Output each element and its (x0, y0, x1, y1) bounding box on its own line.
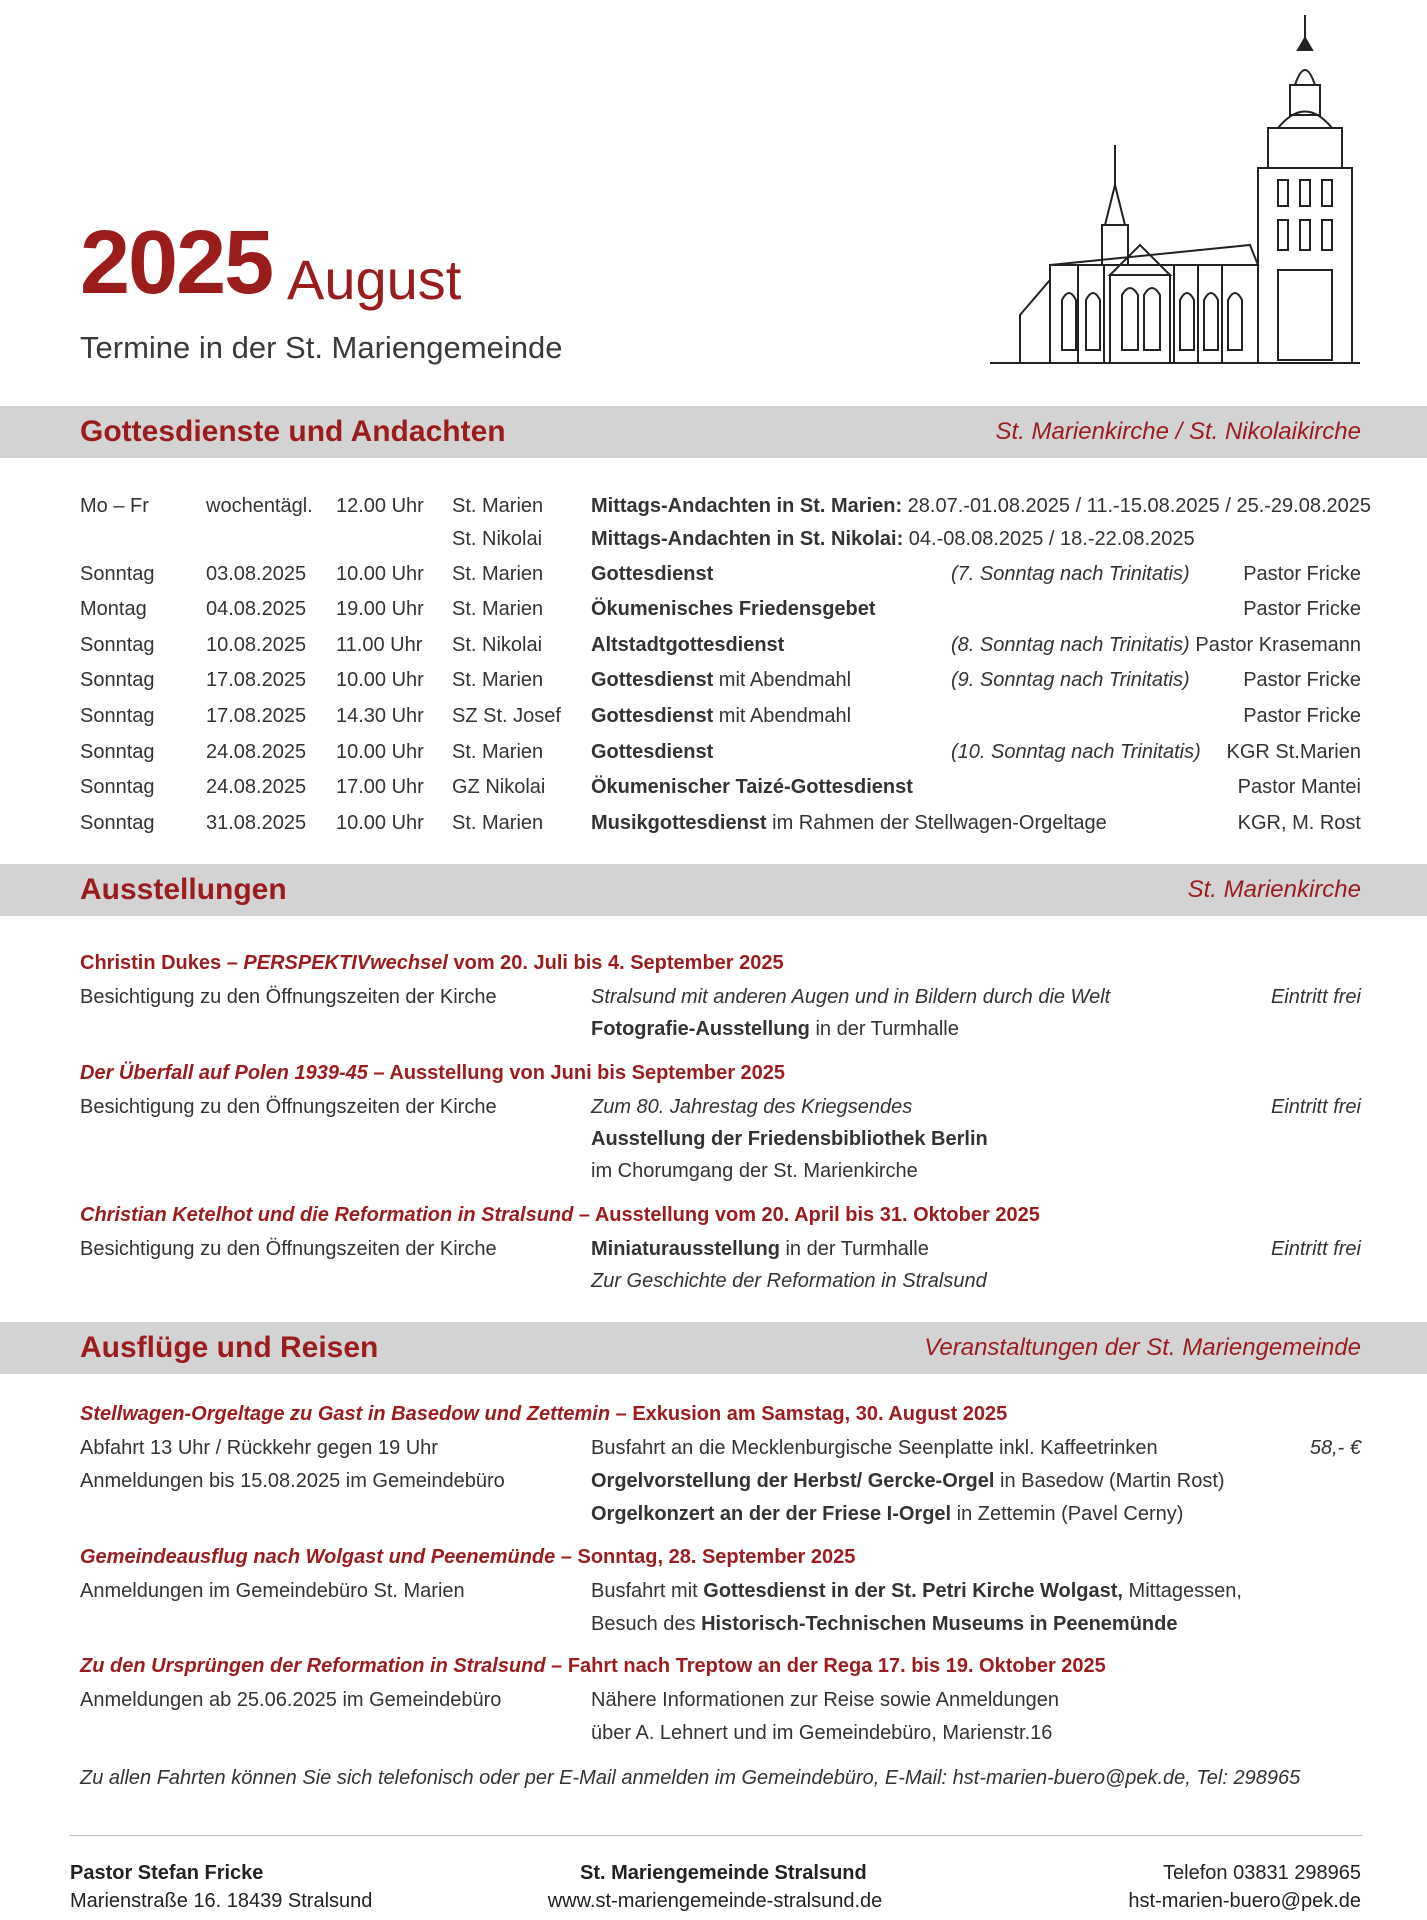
section-location-services: St. Marienkirche / St. Nikolaikirche (995, 418, 1361, 445)
service-note: (9. Sonntag nach Trinitatis) (951, 669, 1190, 691)
service-time: 14.30 Uhr (336, 705, 424, 727)
section-title-exhibitions: Ausstellungen (80, 873, 287, 906)
trip-desc: über A. Lehnert und im Gemeindebüro, Marienstr.16 (591, 1722, 1053, 1744)
service-place: St. Marien (452, 669, 544, 691)
exhibition-desc: im Chorumgang der St. Marienkirche (591, 1160, 918, 1182)
service-event-title: Mittags-Andachten in St. Nikolai: (591, 528, 904, 550)
trip-heading-part: Stellwagen-Orgeltage zu Gast in Basedow und Zettemin (80, 1403, 611, 1425)
service-date: 17.08.2025 (206, 705, 307, 727)
trip-desc-bold: Historisch-Technischen Museums in Peenemünde (701, 1613, 1178, 1635)
service-date: 03.08.2025 (206, 563, 307, 585)
exhibition-desc (591, 1017, 959, 1041)
service-event-detail: 28.07.-01.08.2025 / 11.-15.08.2025 / 25.-29.08.2025 (902, 495, 1372, 517)
service-time: 11.00 Uhr (336, 634, 423, 656)
service-officiant: KGR St.Marien (1226, 741, 1361, 763)
service-place: St. Marien (452, 598, 544, 620)
exhibition-heading-part: – Ausstellung von Juni bis September 2025 (367, 1062, 786, 1084)
header-year: 2025 (80, 213, 273, 313)
service-day: Sonntag (80, 776, 155, 798)
trip-heading-part: – Fahrt nach Treptow an der Rega 17. bis 19. Oktober 2025 (545, 1655, 1106, 1677)
trip-heading (80, 1403, 1007, 1426)
service-event (591, 704, 851, 728)
service-event-detail: 04.-08.08.2025 / 18.-22.08.2025 (903, 528, 1195, 550)
trip-desc-text: Besuch des (591, 1613, 702, 1635)
service-date: 24.08.2025 (206, 741, 307, 763)
service-day: Sonntag (80, 705, 155, 727)
trip-info: Anmeldungen im Gemeindebüro St. Marien (80, 1580, 465, 1602)
trip-desc (591, 1469, 1225, 1493)
service-event (591, 740, 713, 764)
exhibition-desc-bold: Miniaturausstellung (591, 1238, 780, 1260)
service-event-title: Gottesdienst (591, 705, 714, 727)
service-date: 17.08.2025 (206, 669, 307, 691)
service-place: St. Marien (452, 495, 544, 517)
service-event-title: Altstadtgottesdienst (591, 634, 785, 656)
service-event-title: Ökumenischer Taizé-Gottesdienst (591, 776, 913, 798)
service-day: Sonntag (80, 669, 155, 691)
footer-org: St. Mariengemeinde Stralsund (580, 1862, 867, 1884)
service-event (591, 597, 876, 621)
footer-email-link[interactable]: hst-marien-buero@pek.de (1128, 1890, 1361, 1912)
trip-desc-text: in Zettemin (Pavel Cerny) (951, 1503, 1184, 1525)
service-event-title: Musikgottesdienst (591, 812, 767, 834)
service-event (591, 527, 1195, 551)
footer-address: Marienstraße 16. 18439 Stralsund (70, 1890, 373, 1912)
footer-name: Pastor Stefan Fricke (70, 1862, 264, 1884)
trip-desc-bold: Gottesdienst in der St. Petri Kirche Wolgast, (703, 1580, 1123, 1602)
service-time: 17.00 Uhr (336, 776, 424, 798)
service-officiant: KGR, M. Rost (1237, 812, 1361, 834)
service-day: Sonntag (80, 741, 155, 763)
exhibition-desc-text: in der Turmhalle (779, 1238, 929, 1260)
trip-desc-text: in Basedow (Martin Rost) (994, 1470, 1225, 1492)
service-note: (10. Sonntag nach Trinitatis) (951, 741, 1201, 763)
section-location-exhibitions: St. Marienkirche (1187, 876, 1361, 903)
service-date: 04.08.2025 (206, 598, 307, 620)
exhibition-visiting: Besichtigung zu den Öffnungszeiten der Kirche (80, 986, 497, 1008)
service-date: 10.08.2025 (206, 634, 307, 656)
service-event (591, 811, 1107, 835)
exhibition-heading (80, 952, 784, 975)
service-officiant: Pastor Krasemann (1195, 634, 1361, 656)
service-officiant: Pastor Fricke (1243, 669, 1361, 691)
service-date: 31.08.2025 (206, 812, 307, 834)
service-event (591, 494, 1371, 518)
exhibition-heading-part: PERSPEKTIVwechsel (243, 952, 448, 974)
exhibition-heading-part: – Ausstellung vom 20. April bis 31. Oktober 2025 (573, 1204, 1040, 1226)
exhibition-desc (591, 1237, 929, 1261)
service-time: 10.00 Uhr (336, 741, 424, 763)
service-day: Mo – Fr (80, 495, 149, 517)
service-day: Sonntag (80, 634, 155, 656)
service-event (591, 633, 784, 657)
trip-desc-text: Mittagessen, (1122, 1580, 1242, 1602)
service-date: 24.08.2025 (206, 776, 307, 798)
service-time: 10.00 Uhr (336, 812, 424, 834)
exhibition-heading (80, 1204, 1040, 1227)
service-place: GZ Nikolai (452, 776, 546, 798)
exhibition-admission: Eintritt frei (1270, 986, 1361, 1008)
exhibition-heading-part: Der Überfall auf Polen 1939-45 (80, 1062, 368, 1084)
service-place: SZ St. Josef (452, 705, 561, 727)
service-event-title: Gottesdienst (591, 563, 714, 585)
trip-desc-bold: Orgelkonzert an der der Friese I-Orgel (591, 1503, 952, 1525)
exhibition-admission: Eintritt frei (1270, 1096, 1361, 1118)
trip-heading-part: – Exkusion am Samstag, 30. August 2025 (610, 1403, 1008, 1425)
exhibition-heading-part: Christin Dukes – (80, 952, 244, 974)
trip-desc: Nähere Informationen zur Reise sowie Anmeldungen (591, 1689, 1060, 1711)
exhibition-visiting: Besichtigung zu den Öffnungszeiten der Kirche (80, 1238, 497, 1260)
footer-divider (70, 1835, 1362, 1836)
trip-heading (80, 1546, 855, 1569)
church-drawing-icon (990, 10, 1360, 365)
service-place: St. Nikolai (452, 528, 543, 550)
service-event (591, 562, 713, 586)
service-officiant: Pastor Fricke (1243, 598, 1361, 620)
exhibition-admission: Eintritt frei (1270, 1238, 1361, 1260)
trip-info: Anmeldungen bis 15.08.2025 im Gemeindebüro (80, 1470, 505, 1492)
header-month: August (287, 248, 462, 311)
service-time: 10.00 Uhr (336, 669, 424, 691)
trip-heading-part: Zu den Ursprüngen der Reformation in Stralsund (80, 1655, 546, 1677)
exhibition-desc: Stralsund mit anderen Augen und in Bildern durch die Welt (591, 986, 1111, 1008)
trip-price: 58,- € (1309, 1437, 1361, 1459)
service-officiant: Pastor Mantei (1237, 776, 1361, 798)
footer-phone: Telefon 03831 298965 (1163, 1862, 1361, 1884)
exhibition-desc-bold: Fotografie-Ausstellung (591, 1018, 810, 1040)
service-place: St. Marien (452, 563, 544, 585)
trip-desc-bold: Orgelvorstellung der Herbst/ Gercke-Orgel (591, 1470, 995, 1492)
exhibition-desc-text: in der Turmhalle (809, 1018, 959, 1040)
service-event-title: Mittags-Andachten in St. Marien: (591, 495, 903, 517)
service-event-title: Gottesdienst (591, 741, 714, 763)
exhibition-heading-part: Christian Ketelhot und die Reformation in Stralsund (80, 1204, 574, 1226)
trips-registration-note: Zu allen Fahrten können Sie sich telefonisch oder per E-Mail anmelden im Gemeindebüro, E-Mail: hst-marien-buero@pek.de, Tel: 298965 (80, 1767, 1301, 1789)
exhibition-heading-part: vom 20. Juli bis 4. September 2025 (447, 952, 784, 974)
trip-desc (591, 1502, 1183, 1526)
service-event-title: Gottesdienst (591, 669, 714, 691)
trip-info: Abfahrt 13 Uhr / Rückkehr gegen 19 Uhr (80, 1437, 438, 1459)
service-day: Sonntag (80, 812, 155, 834)
trip-desc (591, 1579, 1242, 1603)
service-officiant: Pastor Fricke (1243, 563, 1361, 585)
exhibition-desc: Zum 80. Jahrestag des Kriegsendes (591, 1096, 913, 1118)
exhibition-visiting: Besichtigung zu den Öffnungszeiten der Kirche (80, 1096, 497, 1118)
section-title-services: Gottesdienste und Andachten (80, 415, 506, 448)
service-time: 10.00 Uhr (336, 563, 424, 585)
service-event-detail: mit Abendmahl (713, 705, 852, 727)
trip-heading-part: – Sonntag, 28. September 2025 (555, 1546, 856, 1568)
service-note: (7. Sonntag nach Trinitatis) (951, 563, 1190, 585)
exhibition-desc: Zur Geschichte der Reformation in Stralsund (591, 1270, 987, 1292)
service-officiant: Pastor Fricke (1243, 705, 1361, 727)
service-day: Montag (80, 598, 147, 620)
service-date: wochentägl. (206, 495, 313, 517)
trip-desc (591, 1612, 1177, 1636)
service-note: (8. Sonntag nach Trinitatis) (951, 634, 1190, 656)
service-place: St. Marien (452, 812, 544, 834)
service-event-title: Ökumenisches Friedensgebet (591, 598, 876, 620)
service-day: Sonntag (80, 563, 155, 585)
exhibition-heading (80, 1062, 785, 1085)
footer-website-link[interactable]: www.st-mariengemeinde-stralsund.de (547, 1890, 883, 1912)
trip-heading (80, 1655, 1106, 1678)
trip-info: Anmeldungen ab 25.06.2025 im Gemeindebüro (80, 1689, 502, 1711)
service-event (591, 775, 913, 799)
trip-heading-part: Gemeindeausflug nach Wolgast und Peenemünde (80, 1546, 556, 1568)
exhibition-desc: Ausstellung der Friedensbibliothek Berlin (591, 1128, 988, 1150)
service-event-detail: mit Abendmahl (713, 669, 852, 691)
section-location-trips: Veranstaltungen der St. Mariengemeinde (924, 1334, 1361, 1361)
service-event-detail: im Rahmen der Stellwagen-Orgeltage (766, 812, 1107, 834)
service-place: St. Marien (452, 741, 544, 763)
trip-desc-text: Busfahrt mit (591, 1580, 704, 1602)
service-time: 19.00 Uhr (336, 598, 424, 620)
service-time: 12.00 Uhr (336, 495, 424, 517)
header-subtitle: Termine in der St. Mariengemeinde (80, 330, 563, 365)
trip-desc: Busfahrt an die Mecklenburgische Seenplatte inkl. Kaffeetrinken (591, 1437, 1158, 1459)
service-event (591, 668, 851, 692)
section-title-trips: Ausflüge und Reisen (80, 1331, 379, 1364)
service-place: St. Nikolai (452, 634, 543, 656)
